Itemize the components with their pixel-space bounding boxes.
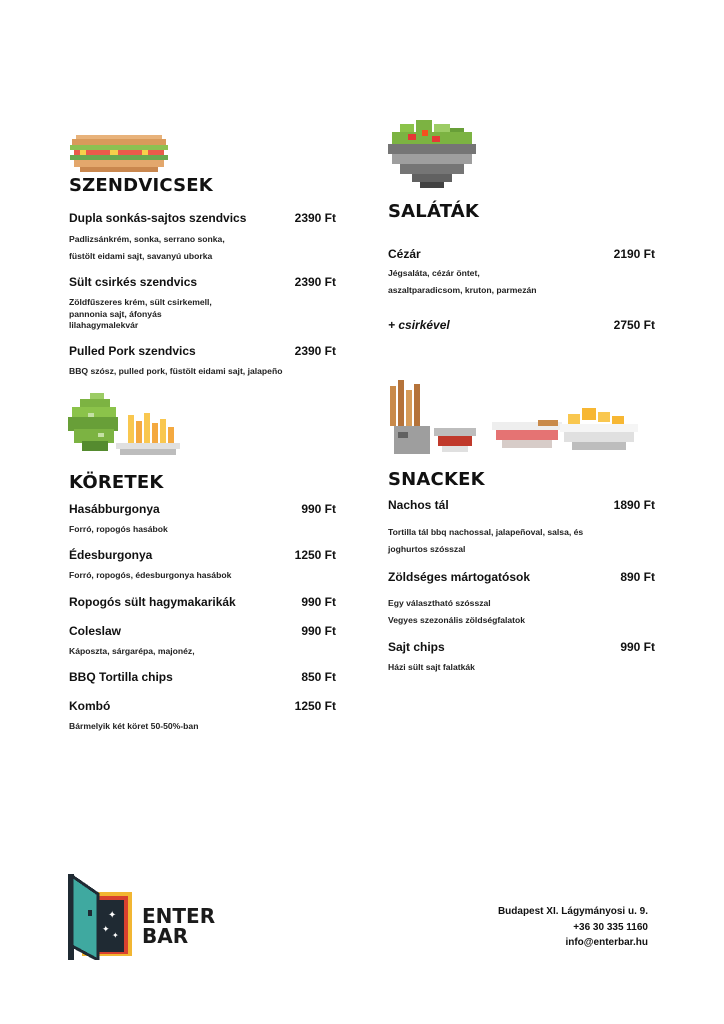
desc-line: pannonia sajt, áfonyás: [69, 308, 162, 319]
menu-item: [69, 344, 336, 358]
item-price: 1890 Ft: [613, 498, 655, 512]
logo-line: ENTER: [142, 904, 216, 928]
phone[interactable]: +36 30 335 1160: [573, 921, 648, 933]
item-description: [69, 567, 329, 584]
item-price: 2190 Ft: [613, 247, 655, 261]
item-price: 2390 Ft: [294, 344, 336, 358]
item-name: Dupla sonkás-sajtos szendvics: [69, 211, 247, 225]
item-name: Cézár: [388, 247, 421, 261]
menu-item: [69, 670, 336, 684]
logo-wordmark: [142, 906, 215, 946]
item-price: 2390 Ft: [294, 275, 336, 289]
item-price: 850 Ft: [301, 670, 336, 684]
salad-bowl-icon: [388, 120, 476, 190]
menu-item: [69, 595, 336, 609]
item-name: Pulled Pork szendvics: [69, 344, 196, 358]
item-price: 990 Ft: [301, 624, 336, 638]
item-description: [69, 718, 329, 735]
desc-line: aszaltparadicsom, kruton, parmezán: [388, 285, 537, 295]
item-description: [388, 659, 658, 676]
menu-item: [69, 275, 336, 289]
menu-item: [69, 502, 336, 516]
desc-line: Házi sült sajt falatkák: [388, 662, 475, 672]
item-name: Sajt chips: [388, 640, 445, 654]
svg-text:✦: ✦: [102, 925, 110, 935]
snacks-icon: [388, 380, 640, 458]
menu-item: [388, 247, 655, 261]
item-price: 1250 Ft: [294, 548, 336, 562]
item-description: [69, 643, 329, 660]
item-price: 2750 Ft: [613, 318, 655, 332]
section-title-sandwiches: SZENDVICSEK: [69, 175, 213, 196]
enter-bar-logo: [68, 874, 134, 960]
item-name: Kombó: [69, 699, 111, 713]
item-description: [69, 521, 329, 538]
item-name: Coleslaw: [69, 624, 122, 638]
menu-item: [388, 640, 655, 654]
item-price: 990 Ft: [301, 502, 336, 516]
desc-line: Bármelyik két köret 50-50%-ban: [69, 721, 199, 731]
desc-line: füstölt eidami sajt, savanyú uborka: [69, 251, 213, 261]
item-price: 990 Ft: [620, 640, 655, 654]
desc-line: joghurtos szósszal: [388, 544, 466, 554]
item-name: Nachos tál: [388, 498, 449, 512]
desc-line: Vegyes szezonális zöldségfalatok: [388, 615, 526, 625]
logo-line: BAR: [142, 924, 189, 948]
menu-item: [388, 318, 655, 332]
menu-item: [69, 211, 336, 225]
desc-line: lilahagymalekvár: [69, 320, 139, 330]
contact-info: [498, 904, 648, 951]
svg-text:✦: ✦: [112, 931, 119, 940]
menu-item: [388, 498, 655, 512]
menu-item: [69, 548, 336, 562]
desc-line: Jégsaláta, cézár öntet,: [388, 268, 480, 278]
email[interactable]: info@enterbar.hu: [565, 937, 648, 948]
desc-line: Káposzta, sárgarépa, majonéz,: [69, 646, 195, 656]
section-title-snacks: SNACKEK: [388, 469, 485, 490]
item-name: BBQ Tortilla chips: [69, 670, 173, 684]
item-name: Hasábburgonya: [69, 502, 160, 516]
item-price: 990 Ft: [301, 595, 336, 609]
section-title-sides: KÖRETEK: [69, 472, 164, 493]
item-description: [69, 297, 329, 332]
item-description: [388, 265, 648, 299]
desc-line: Forró, ropogós hasábok: [69, 524, 168, 534]
item-name: Édesburgonya: [69, 548, 153, 562]
address: Budapest XI. Lágymányosi u. 9.: [497, 906, 648, 917]
item-description: [388, 595, 658, 629]
desc-line: Forró, ropogós, édesburgonya hasábok: [69, 570, 232, 580]
desc-line: Egy választható szósszal: [388, 598, 491, 608]
desc-line: Padlizsánkrém, sonka, serrano sonka,: [69, 234, 225, 244]
menu-item: [69, 624, 336, 638]
item-name: Sült csirkés szendvics: [69, 275, 198, 289]
menu-item: [388, 570, 655, 584]
item-name: Zöldséges mártogatósok: [388, 570, 531, 584]
menu-item: [69, 699, 336, 713]
item-description: [69, 363, 339, 380]
item-price: 1250 Ft: [294, 699, 336, 713]
svg-text:✦: ✦: [108, 910, 117, 921]
section-title-salads: SALÁTÁK: [388, 201, 480, 222]
item-description: [69, 231, 329, 265]
desc-line: Zöldfűszeres krém, sült csirkemell,: [69, 297, 212, 307]
desc-line: BBQ szósz, pulled pork, füstölt eidami sajt, jalapeño: [69, 366, 283, 376]
item-description: [388, 524, 658, 558]
item-name: Ropogós sült hagymakarikák: [69, 595, 236, 609]
desc-line: Tortilla tál bbq nachossal, jalapeñoval, salsa, és: [388, 527, 584, 537]
fries-salad-icon: [68, 393, 180, 463]
item-name: + csirkével: [388, 318, 450, 332]
item-price: 2390 Ft: [294, 211, 336, 225]
item-price: 890 Ft: [620, 570, 655, 584]
sandwich-icon: [70, 135, 168, 173]
